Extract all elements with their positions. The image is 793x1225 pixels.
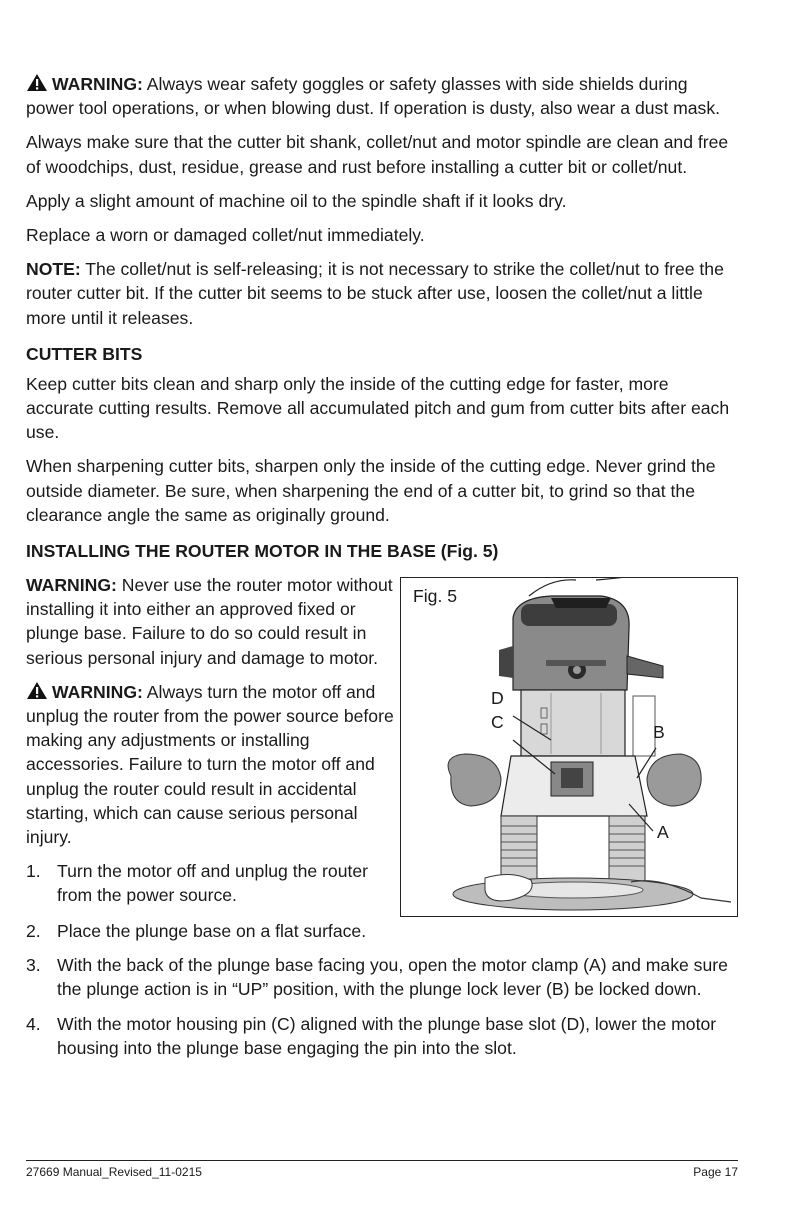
step-text: With the back of the plunge base facing you, open the motor clamp (A) and make sure the plunge action is in “UP” position, with the plunge lock lever (B) be locked down.: [57, 955, 728, 1000]
steps-list-start: [26, 859, 398, 907]
step-number: 1.: [26, 861, 41, 882]
warning-text: Always turn the motor off and unplug the router from the power source before making any adjustments or installing accessories. Failure to turn the motor off and unplug the router could result in accidental starting, which can cause serious personal injury.: [26, 681, 394, 848]
warning-never-use-motor: [26, 573, 398, 670]
step-text: Place the plunge base on a flat surface.: [57, 921, 367, 942]
step-text: Turn the motor off and unplug the router from the power source.: [57, 861, 369, 906]
step-3: [26, 953, 738, 1001]
paragraph-keep-bits-sharp: Keep cutter bits clean and sharp only the inside of the cutting edge for faster, more accurate cutting results. Remove all accumulated pitch and gum from cutter bits after each use.: [26, 373, 730, 443]
warning-triangle-icon: [26, 681, 48, 700]
paragraph-clean-bits: Always make sure that the cutter bit shank, collet/nut and motor spindle are clean and free of woodchips, dust, residue, grease and rust before installing a cutter bit or collet/nut.: [26, 132, 729, 177]
callout-b: B: [653, 722, 665, 743]
step-number: 4.: [26, 1013, 41, 1034]
paragraph-sharpening: When sharpening cutter bits, sharpen only the inside of the cutting edge. Never grind the outside diameter. Be sure, when sharpening the end of a cutter bit, to grind so that the clearance angle the same as originally ground.: [26, 456, 716, 525]
step-text: With the motor housing pin (C) aligned with the plunge base slot (D), lower the motor housing into the plunge base engaging the pin into the slot.: [57, 1013, 717, 1058]
manual-page: [26, 72, 738, 1060]
note-label: NOTE:: [26, 259, 81, 280]
warnings-column: [26, 573, 398, 908]
note-text: The collet/nut is self-releasing; it is not necessary to strike the collet/nut to free the router cutter bit. If the cutter bit seems to be stuck after use, loosen the collet/nut a little more until it releases.: [26, 259, 724, 328]
step-number: 2.: [26, 921, 41, 942]
paragraph-replace-collet: Replace a worn or damaged collet/nut immediately.: [26, 225, 425, 246]
step-1: [26, 859, 398, 907]
note-collet-release: [26, 257, 738, 330]
router-plunge-base-drawing: [401, 578, 737, 916]
warning-safety-goggles: [26, 72, 738, 120]
warning-text: Always wear safety goggles or safety glasses with side shields during power tool operations, or when blowing dust. If operation is dusty, also wear a dust mask.: [26, 74, 721, 119]
warning-label: WARNING:: [52, 681, 143, 702]
warning-text: Never use the router motor without installing it into either an approved fixed or plunge base. Failure to do so could result in serious personal injury and damage to motor.: [26, 575, 393, 668]
step-4: [26, 1012, 738, 1060]
paragraph-oil-spindle: Apply a slight amount of machine oil to the spindle shaft if it looks dry.: [26, 190, 567, 211]
heading-installing-motor: INSTALLING THE ROUTER MOTOR IN THE BASE (Fig. 5): [26, 541, 499, 562]
callout-c: C: [491, 712, 504, 733]
heading-cutter-bits: CUTTER BITS: [26, 343, 143, 364]
warning-unplug-router: [26, 680, 398, 849]
step-number: 3.: [26, 955, 41, 976]
step-2: [26, 919, 738, 943]
figure-label: Fig. 5: [413, 586, 458, 607]
warning-and-figure-section: [26, 573, 738, 919]
warning-label: WARNING:: [26, 575, 117, 596]
callout-d: D: [491, 688, 504, 709]
footer-document-id: 27669 Manual_Revised_11-0215: [26, 1165, 202, 1179]
footer-page-number: Page 17: [693, 1165, 738, 1179]
warning-label: WARNING:: [52, 74, 143, 94]
steps-list-continued: [26, 919, 738, 1060]
callout-a: A: [657, 822, 669, 843]
warning-triangle-icon: [26, 73, 48, 92]
figure-5-router-illustration: [400, 577, 738, 917]
page-footer: [26, 1160, 738, 1179]
